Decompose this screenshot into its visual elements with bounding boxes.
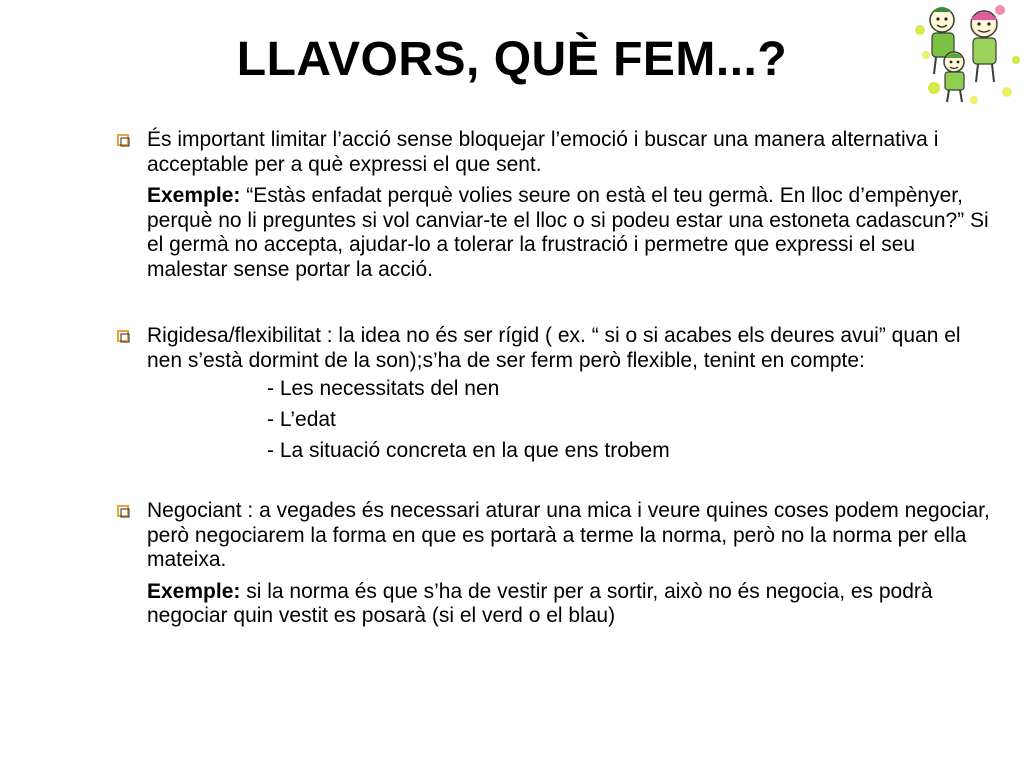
example-label: Exemple: [147, 184, 241, 207]
list-item: - L’edat [267, 408, 336, 431]
slide-title: LLAVORS, QUÈ FEM...? [236, 33, 788, 86]
example-label: Exemple: [147, 579, 241, 603]
slide-content [114, 128, 994, 629]
bullet-text: Negociant : a vegades és necessari aturar una mica i veure quines coses podem negociar, però negociarem la forma en que es portarà a terme la norma, però no la norma per ella mateixa. [147, 499, 990, 571]
list-item: - Les necessitats del nen [267, 377, 500, 400]
example-paragraph [147, 184, 994, 282]
bullet-limit-action [114, 128, 994, 177]
checkbox-square-icon [117, 330, 130, 343]
list-item: - La situació concreta en la que ens trobem [267, 439, 670, 462]
children-drawing-icon [912, 0, 1024, 110]
bullet-text: Rigidesa/flexibilitat : la idea no és ser rígid ( ex. “ si o si acabes els deures avui” quan el nen s’està dormint de la son);s’ha de ser ferm però flexible, tenint en compte: [147, 324, 961, 372]
checkbox-square-icon [117, 505, 130, 518]
checkbox-square-icon [117, 134, 130, 147]
bullet-text: És important limitar l’acció sense bloquejar l’emoció i buscar una manera alternativa i acceptable per a què expressi el que sent. [147, 128, 939, 176]
example-paragraph [147, 580, 994, 629]
bullet-rigidity-flexibility [114, 324, 994, 373]
example-text: “Estàs enfadat perquè volies seure on està el teu germà. En lloc d’empènyer, perquè no li preguntes si vol canviar-te el lloc o si podeu estar una estoneta cadascun?” Si el germà no accepta, ajudar-lo a tolerar la frustració i permetre que expressi el seu malestar sense portar la acció. [147, 184, 989, 281]
bullet-negotiating [114, 499, 994, 573]
example-text: si la norma és que s’ha de vestir per a sortir, això no és negocia, es podrà negociar quin vestit es posarà (si el verd o el blau) [147, 579, 933, 627]
